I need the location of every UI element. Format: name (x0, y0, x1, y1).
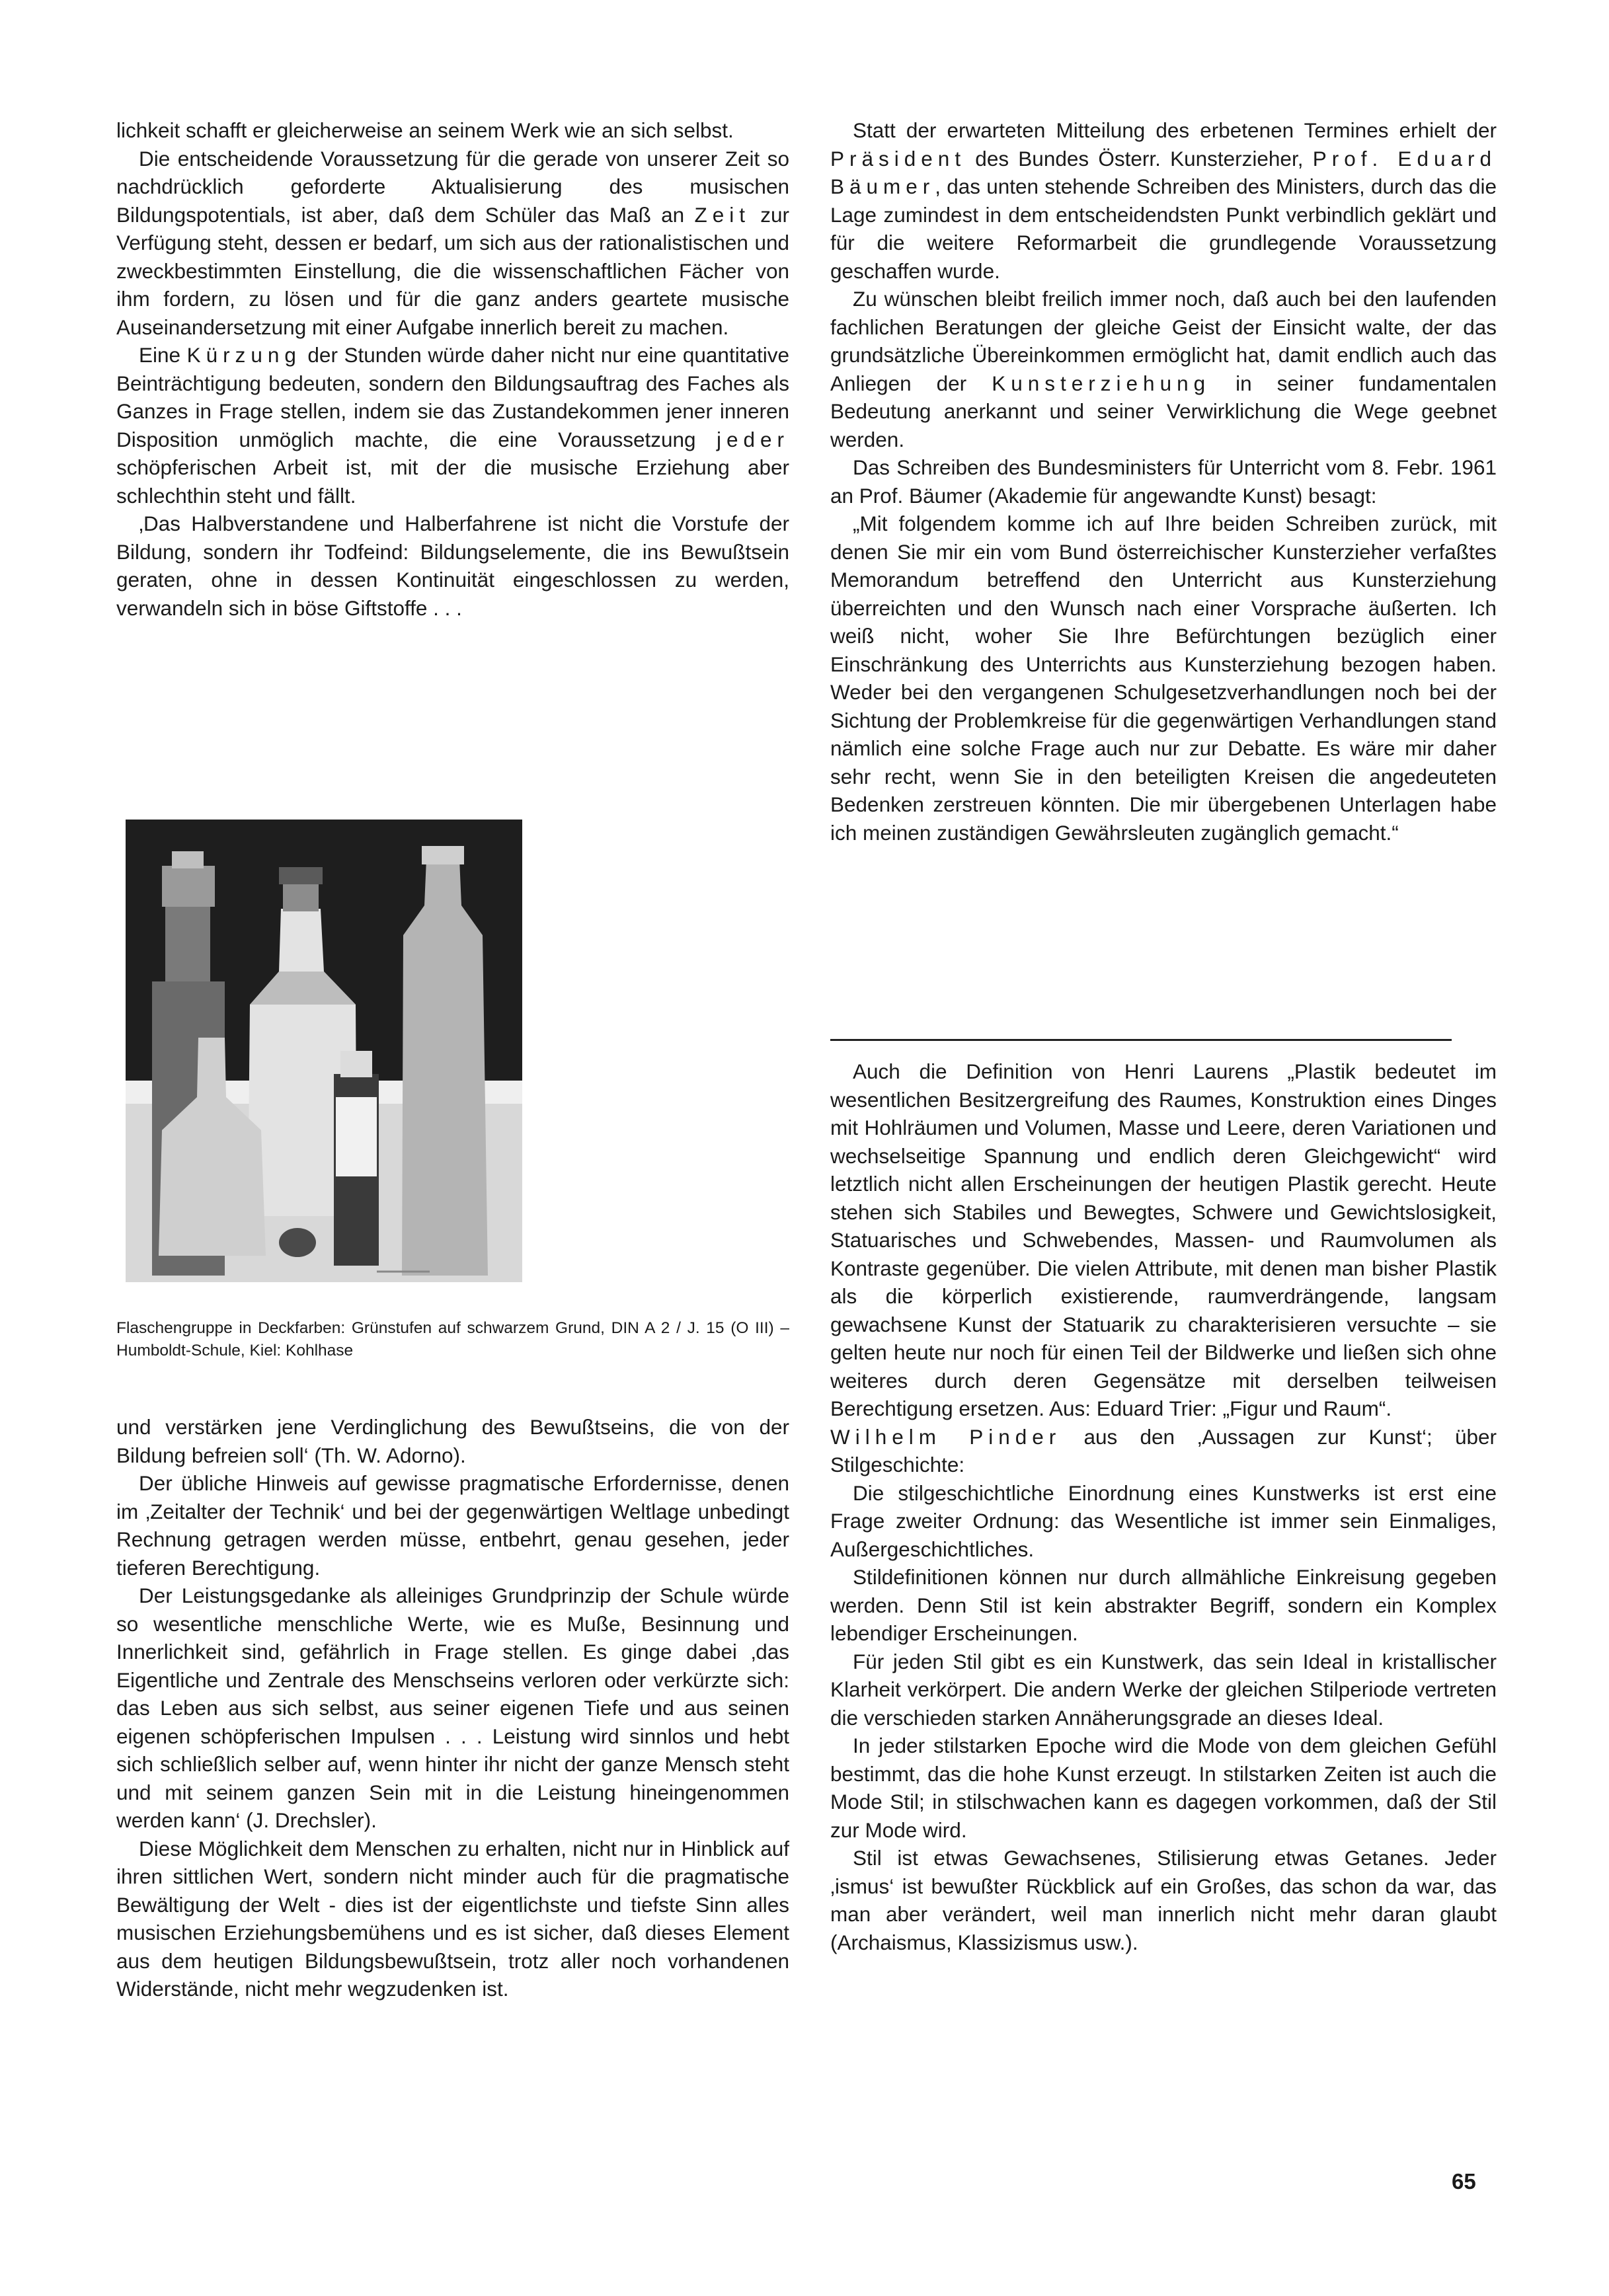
paragraph (830, 1844, 1497, 1956)
text-run: schöpferischen Arbeit ist, mit der die musische Erziehung aber schlechthin steht und fällt. (116, 455, 789, 508)
text-run: Stildefinitionen können nur durch allmähliche Einkreisung gegeben werden. Denn Stil ist kein abstrakter Begriff, sondern ein Komplex lebendiger Erscheinungen. (830, 1565, 1497, 1645)
text-run: Der Leistungsgedanke als alleiniges Grundprinzip der Schule würde so wesentliche menschliche Werte, wie es Muße, Besinnung und Innerlichkeit sind, gefährlich in Frage stellen. Es ginge dabei ‚das Eigentliche und Zentrale des Menschseins verloren oder verkürzte sich: das Leben aus sich selbst, aus seiner eigenen Tiefe und aus seinen eigenen schöpferischen Impulsen . . . Leistung wird sinnlos und hebt sich schließlich selber auf, wenn hinter ihr nicht der ganze Mensch steht und mit seinem ganzen Sein mit in die Leistung hineingenommen werden kann‘ (J. Drechsler). (116, 1584, 789, 1832)
text-run: Diese Möglichkeit dem Menschen zu erhalten, nicht nur in Hinblick auf ihren sittlichen Wert, sondern nicht minder auch für die pragmatische Bewältigung der Welt - dies ist der eigentlichste und tiefste Sinn alles musischen Erziehungsbemühens und es ist sicher, daß dieses Element aus dem heutigen Bildungsbewußtsein, trotz aller noch vorhandenen Widerstände, nicht mehr wegzudenken ist. (116, 1836, 789, 2001)
paragraph (116, 1835, 789, 2003)
text-run: zur Verfügung steht, dessen er bedarf, um sich aus der rationalistischen und zweckbestimmten Einstellung, die die wissenschaftlichen Fächer von ihm fordern, zu lösen und für die ganz anders geartete musische Auseinandersetzung mit einer Aufgabe innerlich bereit zu machen. (116, 202, 789, 339)
text-run: des Bundes Österr. Kunsterzieher, (966, 146, 1313, 171)
paragraph (116, 116, 789, 145)
section-divider (830, 1039, 1452, 1041)
text-run: In jeder stilstarken Epoche wird die Mode von dem gleichen Gefühl bestimmt, das die hohe Kunst erzeugt. In stilstarken Zeiten ist auch die Mode Stil; in stilschwachen kann es dagegen vorkommen, daß der Stil zur Mode wird. (830, 1734, 1497, 1842)
text-run: Die stilgeschichtliche Einordnung eines Kunstwerks ist erst eine Frage zweiter Ordnung: das Wesentliche ist immer sein Einmaliges, Außergeschichtliches. (830, 1480, 1497, 1561)
paragraph (116, 341, 789, 510)
right-column-bottom (830, 1057, 1497, 1956)
text-run: der Stunden würde daher nicht nur eine quantitative Beinträchtigung bedeuten, sondern den Bildungsauftrag des Faches als Ganzes in Frage stellen, indem sie das Zustandekommen jener inneren Disposition unmöglich machte, die eine Voraussetzung (116, 343, 789, 451)
text-run: Statt der erwarteten Mitteilung des erbetenen Termines erhielt der (853, 118, 1497, 142)
text-run: in seiner fundamentalen Bedeutung anerkannt und seiner Verwirklichung die Wege geebnet werden. (830, 371, 1497, 451)
paragraph (830, 510, 1497, 847)
paragraph (116, 1413, 789, 1469)
text-run: Der übliche Hinweis auf gewisse pragmatische Erfordernisse, denen im ‚Zeitalter der Technik‘ und bei der gegenwärtigen Weltlage unbedingt Rechnung getragen werden müsse, entbehrt, genau gesehen, jeder tieferen Berechtigung. (116, 1471, 789, 1580)
spaced-emphasis: Zeit (694, 202, 750, 227)
paragraph (830, 1479, 1497, 1564)
figure-caption: Flaschengruppe in Deckfarben: Grünstufen auf schwarzem Grund, DIN A 2 / J. 15 (O III) – Humboldt-Schule, Kiel: Kohlhase (116, 1319, 789, 1359)
paragraph (830, 116, 1497, 285)
paragraph (830, 1732, 1497, 1844)
text-run: Auch die Definition von Henri Laurens „Plastik bedeutet im wesentlichen Besitzergreifung des Raumes, Konstruktion eines Dinges mit Hohlräumen und Volumen, Masse und Leere, deren Variationen und wechselseitige Spannung und endlich deren Gleichgewicht“ wird letztlich nicht allen Erscheinungen der heutigen Plastik gerecht. Heute stehen sich Stabiles und Bewegtes, Schwere und Gewichtslosigkeit, Statuarisches und Schwebendes, Massen- und Raumvolumen als Kontraste gegenüber. Die vielen Attribute, mit denen man bisher Plastik als die körperlich existierende, raumverdrängende, langsam gewachsene Kunst der Statuarik zu charakterisieren versuchte – sie gelten heute nur noch für einen Teil der Bildwerke und ließen sich ohne weiteres durch deren Gegensätze mit derselben teilweisen Berechtigung ersetzen. Aus: Eduard Trier: „Figur und Raum“. (830, 1059, 1497, 1420)
bottle-group-illustration (126, 820, 522, 1282)
text-run: ‚Das Halbverstandene und Halberfahrene ist nicht die Vorstufe der Bildung, sondern ihr Todfeind: Bildungselemente, die ins Bewußtsein geraten, ohne in dessen Kontinuität eingeschlossen zu werden, verwandeln sich in böse Giftstoffe . . . (116, 512, 789, 620)
text-run: Stil ist etwas Gewachsenes, Stilisierung etwas Getanes. Jeder ‚ismus‘ ist bewußter Rückblick auf ein Großes, das schon da war, das man aber verändert, weil man innerlich nicht mehr daran glaubt (Archaismus, Klassizismus usw.). (830, 1846, 1497, 1954)
text-run: lichkeit schafft er gleicherweise an seinem Werk wie an sich selbst. (116, 118, 734, 142)
paragraph (116, 1582, 789, 1835)
page-number: 65 (1452, 2169, 1476, 2194)
text-run: , das unten stehende Schreiben des Ministers, durch das die Lage zumindest in dem entscheidendsten Punkt verbindlich geklärt und für die weitere Reformarbeit die grundlegende Voraussetzung geschaffen wurde. (830, 174, 1497, 283)
spaced-emphasis: jeder (716, 427, 789, 451)
text-run: aus den ‚Aussagen zur Kunst‘; über Stilgeschichte: (830, 1424, 1497, 1476)
spaced-emphasis: Wilhelm Pinder (830, 1424, 1062, 1449)
text-run: Zu wünschen bleibt freilich immer noch, daß auch bei den laufenden fachlichen Beratungen der gleiche Geist der Einsicht walte, der das grundsätzliche Übereinkommen ermöglicht hat, damit endlich auch das Anliegen der (830, 287, 1497, 395)
paragraph (116, 145, 789, 342)
text-run: und verstärken jene Verdinglichung des Bewußtseins, die von der Bildung befreien soll‘ (Th. W. Adorno). (116, 1415, 789, 1467)
text-run: Eine (139, 343, 187, 367)
paragraph (116, 510, 789, 622)
text-run: Für jeden Stil gibt es ein Kunstwerk, das sein Ideal in kristallischer Klarheit verkörpert. Die andern Werke der gleichen Stilperiode vertreten die verschieden starken Annäherungsgrade an dieses Ideal. (830, 1649, 1497, 1730)
spaced-emphasis: Präsident (830, 146, 966, 171)
paragraph (830, 1648, 1497, 1732)
right-column-top (830, 116, 1497, 847)
paragraph (830, 453, 1497, 510)
left-column-top (116, 116, 789, 622)
paragraph (830, 1423, 1497, 1479)
spaced-emphasis: Kunsterziehung (992, 371, 1211, 395)
spaced-emphasis: Prof. Eduard Bäumer (830, 146, 1497, 198)
paragraph (830, 1563, 1497, 1648)
left-column-bottom (116, 1413, 789, 2003)
paragraph (830, 1057, 1497, 1423)
text-run: „Mit folgendem komme ich auf Ihre beiden Schreiben zurück, mit denen Sie mir ein vom Bund österreichischer Kunsterzieher verfaßtes Memorandum betreffend den Unterricht aus Kunsterziehung überreichten und den Wunsch nach einer Vorsprache äußerten. Ich weiß nicht, woher Sie Ihre Befürchtungen bezüglich einer Einschränkung des Unterrichts aus Kunsterziehung bezogen haben. Weder bei den vergangenen Schulgesetzverhandlungen noch bei der Sichtung der Problemkreise für die gegenwärtigen Verhandlungen stand nämlich eine solche Frage auch nur zur Debatte. Es wäre mir daher sehr recht, wenn Sie in den beteiligten Kreisen die angedeuteten Bedenken zerstreuen könnten. Die mir übergebenen Unterlagen habe ich meinen zuständigen Gewährsleuten zugänglich gemacht.“ (830, 512, 1497, 845)
text-run: Das Schreiben des Bundesministers für Unterricht vom 8. Febr. 1961 an Prof. Bäumer (Akademie für angewandte Kunst) besagt: (830, 455, 1497, 508)
paragraph (830, 285, 1497, 453)
paragraph (116, 1469, 789, 1582)
bottle-painting (126, 820, 522, 1282)
spaced-emphasis: Kürzung (186, 343, 301, 367)
text-run: Die entscheidende Voraussetzung für die gerade von unserer Zeit so nachdrücklich geforderte Aktualisierung des musischen Bildungspotentials, ist aber, daß dem Schüler das Maß an (116, 146, 789, 227)
